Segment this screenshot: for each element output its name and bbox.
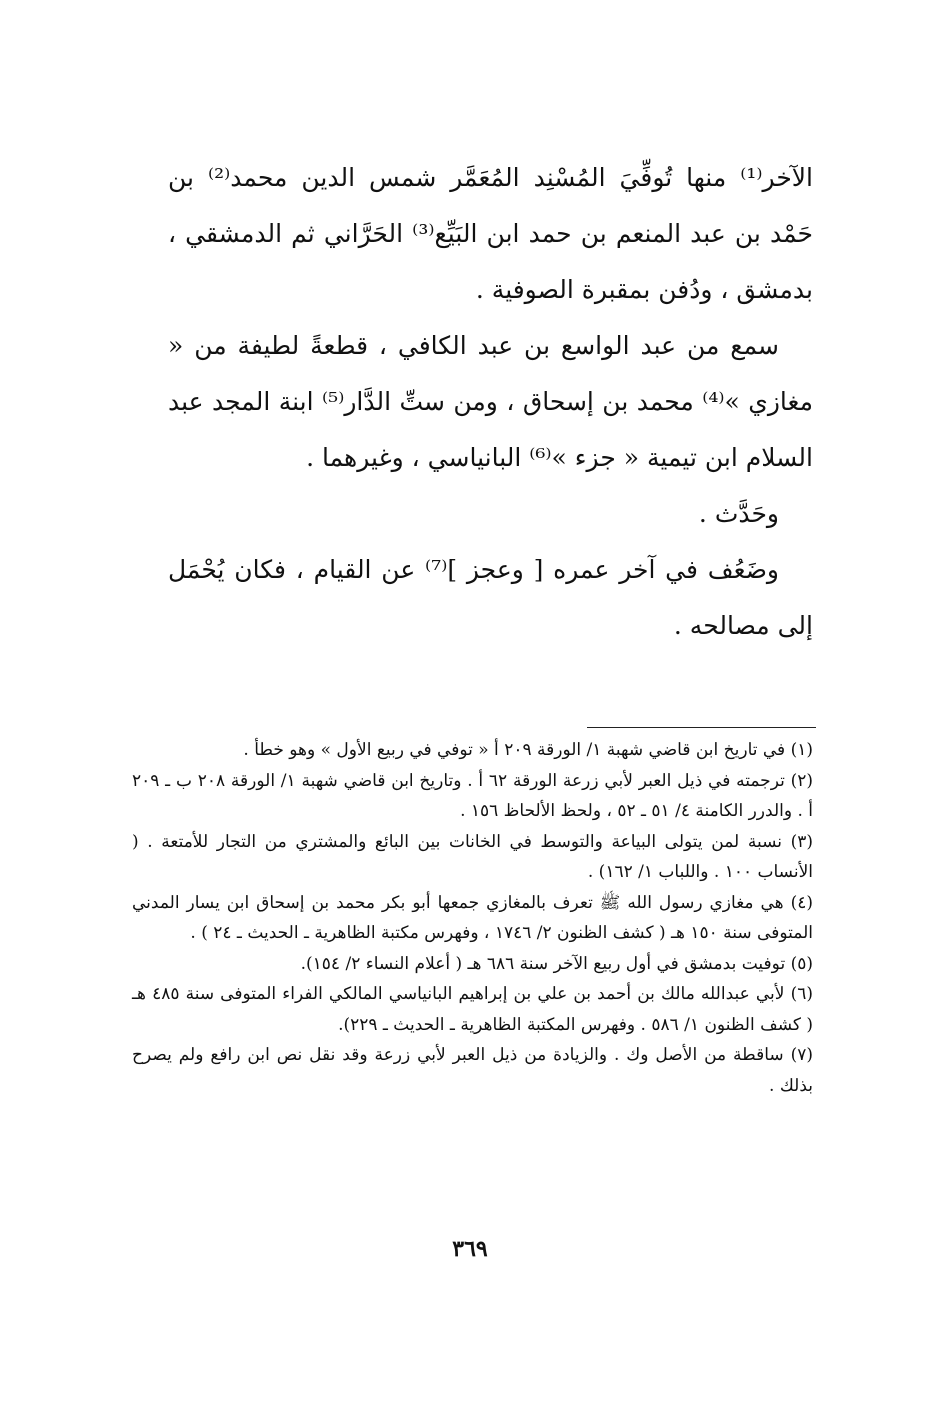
page-number: ٣٦٩ — [452, 1236, 488, 1262]
footnote-5: (٥) توفيت بدمشق في أول ربيع الآخر سنة ٦٨٦ هـ ( أعلام النساء ٢/ ١٥٤). — [300, 953, 813, 974]
footnote-6: (٦) لأبي عبدالله مالك بن أحمد بن علي بن إبراهيم البانياسي المالكي الفراء المتوفى سنة ٤٨٥ هـ ( كشف الظنون ١/ ٥٨٦ . وفهرس المكتبة الظاهرية ـ الحديث ـ ٢٢٩). — [132, 984, 813, 1035]
footnotes — [132, 735, 813, 1101]
footnote-7: (٧) ساقطة من الأصل وك . والزيادة من ذيل العبر لأبي زرعة وقد نقل نص ابن رافع ولم يصرح بذلك . — [132, 1045, 813, 1096]
paragraph-weakness: وضَعُف في آخر عمره [ وعجز ]⁽⁷⁾ عن القيام ، فكان يُحْمَل إلى مصالحه . — [168, 555, 813, 640]
paragraph-death: الآخر⁽¹⁾ منها تُوفِّيَ المُسْنِد المُعَمَّر شمس الدين محمد⁽²⁾ بن حَمْد بن عبد المنعم بن حمد ابن البَيِّع⁽³⁾ الحَرَّاني ثم الدمشقي ، بدمشق ، ودُفن بمقبرة الصوفية . — [168, 163, 813, 304]
footnote-3: (٣) نسبة لمن يتولى البياعة والتوسط في الخانات بين البائع والمشتري من التجار للأمتعة . ( الأنساب ١٠٠ . واللباب ١/ ١٦٢) . — [132, 831, 813, 882]
main-text — [168, 150, 813, 654]
footnote-2: (٢) ترجمته في ذيل العبر لأبي زرعة الورقة ٦٢ أ . وتاريخ ابن قاضي شهبة ١/ الورقة ٢٠٨ ب ـ ٢٠٩ أ . والدرر الكامنة ٤/ ٥١ ـ ٥٢ ، ولحظ الألحاظ ١٥٦ . — [132, 770, 813, 821]
footnote-4: (٤) هي مغازي رسول الله ﷺ تعرف بالمغازي جمعها أبو بكر محمد بن إسحاق ابن يسار المدني المتوفى سنة ١٥٠ هـ ( كشف الظنون ٢/ ١٧٤٦ ، وفهرس مكتبة الظاهرية ـ الحديث ـ ٢٤ ) . — [132, 892, 813, 943]
footnote-1: (١) في تاريخ ابن قاضي شهبة ١/ الورقة ٢٠٩ أ « توفي في ربيع الأول » وهو خطأ . — [243, 740, 813, 760]
paragraph-narrated: وحَدَّث . — [698, 499, 779, 528]
footnote-divider — [587, 727, 816, 728]
paragraph-teachers: سمع من عبد الواسع بن عبد الكافي ، قطعةً لطيفة من « مغازي »⁽⁴⁾ محمد بن إسحاق ، ومن ستِّ الدَّار⁽⁵⁾ ابنة المجد عبد السلام ابن تيمية « جزء »⁽⁶⁾ البانياسي ، وغيرهما . — [168, 331, 813, 472]
